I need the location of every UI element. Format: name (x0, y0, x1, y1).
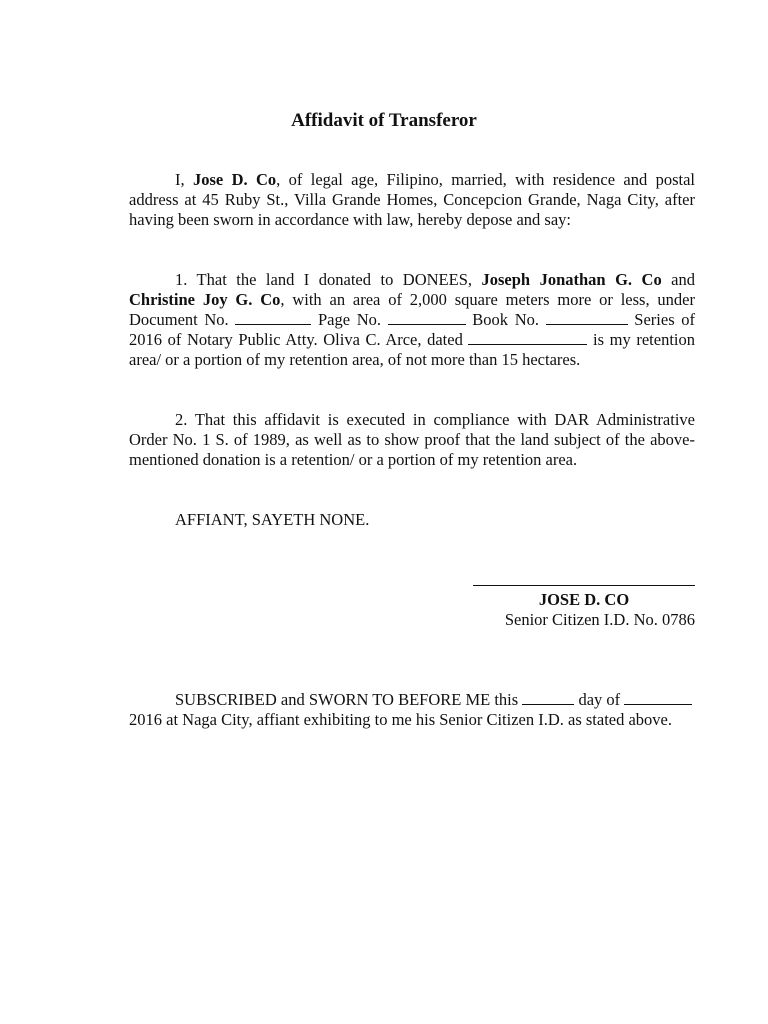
day-of-text: day of (574, 690, 625, 709)
paragraph-one-lead: 1. That the land I donated to DONEES, (175, 270, 482, 289)
series-text: Series of 2016 of Notary Public Atty. Oliva C. Arce, dated (129, 310, 696, 349)
jurat-paragraph (129, 690, 695, 730)
day-blank (522, 690, 574, 705)
month-blank (624, 690, 692, 705)
retention-text: is my retention area/ or a portion of my retention area, of not more than 15 hectares. (129, 330, 696, 369)
intro-rest: , of legal age, Filipino, married, with residence and postal address at 45 Ruby St., Villa Grande Homes, Concepcion Grande, Naga City, after having been sworn in accordance with law, hereby depose and say: (129, 170, 696, 229)
intro-lead: I, (175, 170, 193, 189)
document-number-blank (235, 310, 311, 325)
dated-blank (468, 330, 587, 345)
and-text: and (661, 270, 696, 289)
donee-two-name: Christine Joy G. Co (129, 290, 281, 309)
signatory-name: JOSE D. CO (538, 590, 630, 609)
signature-line (473, 585, 695, 586)
book-number-blank (546, 310, 628, 325)
page-text: Page No. (311, 310, 388, 329)
document-title: Affidavit of Transferor (291, 110, 477, 131)
area-text: , with an area of 2,000 square meters more or less, under Document No. (129, 290, 695, 329)
page-number-blank (388, 310, 466, 325)
jurat-lead: SUBSCRIBED and SWORN TO BEFORE ME this (175, 690, 523, 709)
book-text: Book No. (465, 310, 546, 329)
paragraph-one (129, 270, 695, 370)
signatory-id: Senior Citizen I.D. No. 0786 (504, 610, 695, 629)
jurat-rest: 2016 at Naga City, affiant exhibiting to me his Senior Citizen I.D. as stated above. (129, 710, 673, 729)
intro-paragraph (129, 170, 695, 230)
affiant-name: Jose D. Co (192, 170, 277, 189)
paragraph-two: 2. That this affidavit is executed in compliance with DAR Administrative Order No. 1 S. of 1989, as well as to show proof that the land subject of the above-mentioned donation is a retention/ or a portion of my retention area. (129, 410, 695, 469)
affiant-statement: AFFIANT, SAYETH NONE. (175, 510, 370, 529)
donee-one-name: Joseph Jonathan G. Co (481, 270, 662, 289)
